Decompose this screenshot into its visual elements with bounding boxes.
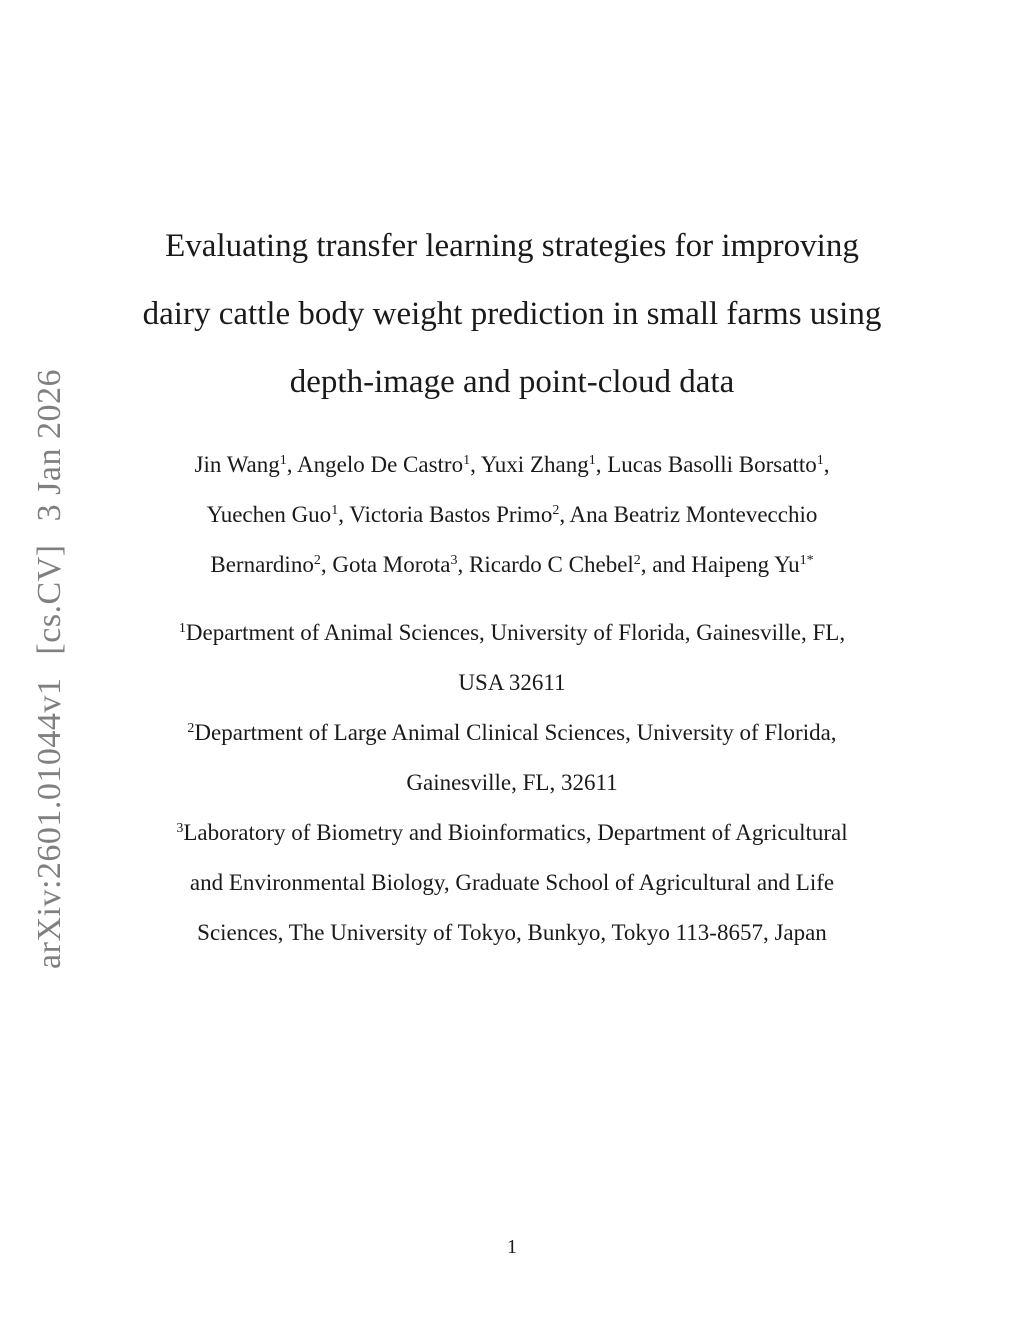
affiliation-text: Department of Large Animal Clinical Sciences, University of Florida, [194,720,837,745]
affiliation-3-line-3: Sciences, The University of Tokyo, Bunkyo, Tokyo 113-8657, Japan [197,920,827,945]
author-name: Yuechen Guo [206,502,332,527]
affiliation-mark: 2 [187,721,195,736]
author-name: , and Haipeng Yu [640,552,800,577]
author-line-1 [110,440,914,490]
affiliation-mark: 1 [178,621,186,636]
title-line-1: Evaluating transfer learning strategies for improving [165,228,859,264]
author-name: , Ana Beatriz Montevecchio [559,502,818,527]
affiliation-list [110,608,914,958]
arxiv-category: [cs.CV] [31,544,68,655]
author-name: , Gota Morota [320,552,451,577]
author-name: Jin Wang [194,452,280,477]
title-block [110,212,914,958]
affiliation-2-line-1 [110,708,914,758]
author-affil-mark: 1* [799,553,814,568]
paper-title [110,212,914,416]
affiliation-text: Laboratory of Biometry and Bioinformatics, Department of Agricultural [183,820,848,845]
author-name: Bernardino [210,552,314,577]
author-list [110,440,914,590]
author-affil-mark: 3 [450,553,458,568]
author-line-2 [110,490,914,540]
author-name: , Victoria Bastos Primo [338,502,553,527]
affiliation-3-line-1 [110,808,914,858]
affiliation-text: Department of Animal Sciences, University of Florida, Gainesville, FL, [185,620,846,645]
affiliation-1-line-1 [110,608,914,658]
author-name: , Yuxi Zhang [470,452,589,477]
title-line-2: dairy cattle body weight prediction in small farms using [142,296,882,332]
arxiv-date: 3 Jan 2026 [31,369,68,522]
author-name: , Angelo De Castro [286,452,464,477]
arxiv-identifier-stamp [31,355,69,969]
author-affil-mark: 1 [588,453,596,468]
author-name: , Lucas Basolli Borsatto [595,452,817,477]
author-affil-mark: 2 [313,553,321,568]
affiliation-1-line-2: USA 32611 [458,670,566,695]
author-separator: , [823,452,830,477]
author-name: , Ricardo C Chebel [457,552,634,577]
title-line-3: depth-image and point-cloud data [289,364,735,400]
author-line-3 [110,540,914,590]
author-affil-mark: 2 [552,503,560,518]
affiliation-mark: 3 [176,821,184,836]
arxiv-id: arXiv:2601.01044v1 [31,677,68,969]
affiliation-2-line-2: Gainesville, FL, 32611 [406,770,618,795]
author-affil-mark: 1 [331,503,339,518]
page-number: 1 [507,1236,517,1258]
author-affil-mark: 1 [816,453,824,468]
affiliation-3-line-2: and Environmental Biology, Graduate School of Agricultural and Life [189,870,835,895]
author-affil-mark: 2 [633,553,641,568]
author-affil-mark: 1 [463,453,471,468]
author-affil-mark: 1 [279,453,287,468]
